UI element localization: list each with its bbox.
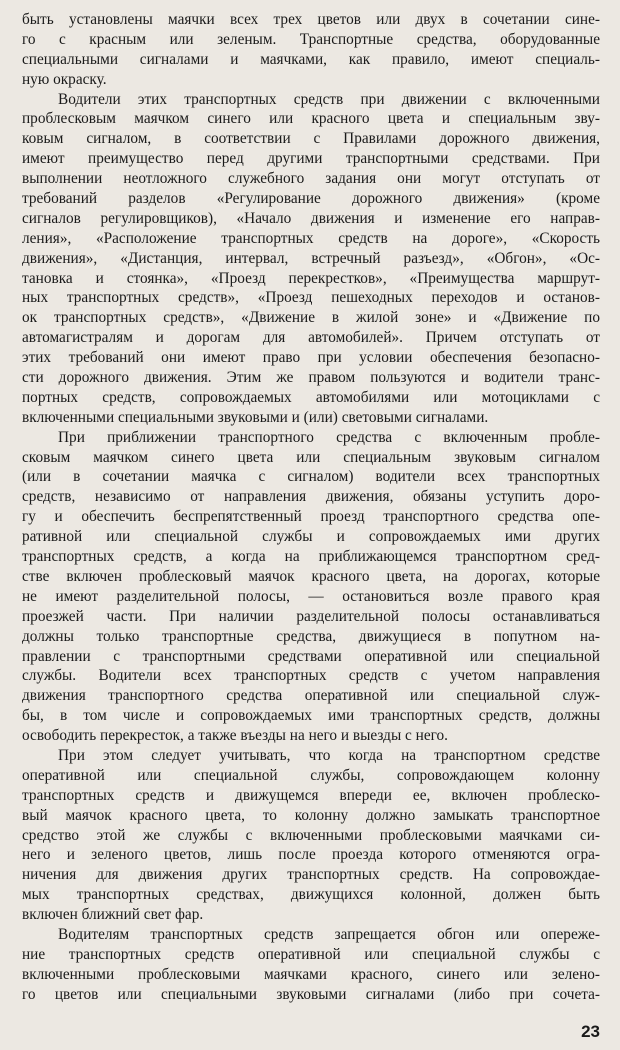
text-line: (или в сочетании маячка с сигналом) водители всех транспортных: [22, 468, 600, 486]
text-line: ления», «Расположение транспортных средств на дороге», «Скорость: [22, 229, 600, 247]
text-line: ок транспортных средств», «Движение в жилой зоне» и «Движение по: [22, 309, 600, 327]
text-line: сковым маячком синего цвета или специальным звуковым сигналом: [22, 448, 600, 466]
text-line: ную окраску.: [22, 70, 107, 88]
text-line: ничения для движения других транспортных средств. На сопровождае-: [22, 866, 600, 884]
text-line: включенными проблесковыми маячками красного, синего или зелено-: [22, 965, 600, 983]
text-line: проблесковым маячком синего или красного цвета и специальным зву-: [22, 110, 600, 128]
text-line: Водителям транспортных средств запрещается обгон или опереже-: [58, 925, 600, 943]
text-line: го цветов или специальными звуковыми сигналами (либо при сочета-: [22, 985, 600, 1003]
text-line: должны только транспортные средства, движущиеся в попутном на-: [22, 627, 600, 645]
text-line: выполнении неотложного служебного задания они могут отступать от: [22, 170, 600, 188]
page-number: 23: [581, 1022, 600, 1041]
text-line: быть установлены маячки всех трех цветов или двух в сочетании сине-: [22, 11, 600, 28]
text-line: портных средств, сопровождаемых автомобилями или мотоциклами с: [22, 388, 600, 406]
text-line: ние транспортных средств оперативной или специальной службы с: [22, 945, 600, 963]
text-line: го с красным или зеленым. Транспортные средства, оборудованные: [22, 30, 600, 48]
text-line: стве включен проблесковый маячок красного цвета, на дорогах, которые: [22, 567, 600, 585]
text-line: ративной или специальной службы и сопровождаемых ими других: [22, 528, 600, 546]
text-line: имеют преимущество перед другими транспортными средствами. При: [22, 150, 600, 168]
text-line: средство этой же службы с включенными проблесковыми маячками си-: [22, 826, 600, 844]
text-line: При приближении транспортного средства с включенным пробле-: [58, 428, 600, 446]
text-line: гу и обеспечить беспрепятственный проезд транспортного средства опе-: [22, 508, 600, 526]
text-line: специальными сигналами и маячками, как правило, имеют специаль-: [22, 50, 600, 68]
text-line: освободить перекресток, а также въезды на него и выезды с него.: [22, 727, 448, 745]
text-line: транспортных средств и движущемся впереди ее, включен проблеско-: [22, 786, 600, 804]
text-line: автомагистралям и дорогам для автомобилей». Причем отступать от: [22, 329, 600, 347]
text-line: оперативной или специальной службы, сопровождающем колонну: [22, 766, 600, 784]
text-line: движения», «Дистанция, интервал, встречный разъезд», «Обгон», «Ос-: [22, 249, 600, 267]
text-line: него и зеленого цветов, лишь после проезда которого отменяются огра-: [22, 846, 600, 864]
text-line: требований разделов «Регулирование дорожного движения» (кроме: [22, 190, 600, 208]
text-line: мых транспортных средствах, движущихся колонной, должен быть: [22, 886, 600, 904]
text-line: проезжей части. При наличии разделительной полосы останавливаться: [22, 607, 600, 625]
text-line: тановка и стоянка», «Проезд перекрестков», «Преимущества маршрут-: [22, 269, 600, 287]
text-line: ковым сигналом, в соответствии с Правилами дорожного движения,: [22, 130, 600, 148]
text-line: сигналов регулировщиков), «Начало движения и изменение его направ-: [22, 209, 600, 227]
text-line: транспортных средств, а когда на приближающемся транспортном сред-: [22, 548, 600, 566]
text-line: вый маячок красного цвета, то колонну должно замыкать транспортное: [22, 806, 600, 824]
text-line: ных транспортных средств», «Проезд пешеходных переходов и останов-: [22, 289, 600, 307]
text-line: не имеют разделительной полосы, — остановиться возле правого края: [22, 587, 600, 605]
text-line: Водители этих транспортных средств при движении с включенными: [58, 90, 600, 108]
text-line: сти дорожного движения. Этим же правом пользуются и водители транс-: [22, 369, 600, 387]
text-line: бы, в том числе и сопровождаемых ими транспортных средств, должны: [22, 707, 600, 725]
text-line: службы. Водители всех транспортных средств с учетом направления: [22, 667, 600, 685]
text-line: включенными специальными звуковыми и (или) световыми сигналами.: [22, 408, 489, 426]
body-text: [22, 10, 600, 1005]
text-line: этих требований они имеют право при условии обеспечения безопасно-: [22, 349, 600, 367]
text-line: правлении с транспортными средствами оперативной или специальной: [22, 647, 600, 665]
text-line: средств, независимо от направления движения, обязаны уступить доро-: [22, 488, 600, 506]
text-line: движения транспортного средства оперативной или специальной служ-: [22, 687, 600, 705]
text-line: включен ближний свет фар.: [22, 906, 204, 924]
text-line: При этом следует учитывать, что когда на транспортном средстве: [58, 746, 600, 764]
